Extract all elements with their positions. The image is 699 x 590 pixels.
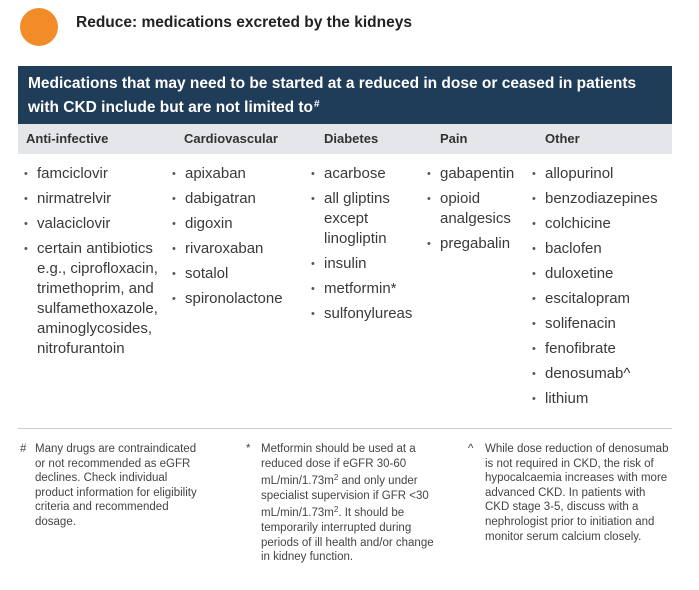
- footnote-text: Metformin should be used at a reduced dose if eGFR 30-60 $mL/\min/1.73m^2$ and only under specialist supervision if GFR <30 $mL/\min/1.73m^2$. It should be temporarily interrupted during periods of ill health and/or change in kidney function.: [261, 443, 434, 564]
- list-anti-infective: [24, 164, 176, 364]
- orange-circle-icon: [20, 8, 58, 46]
- list-item: • pregabalin: [427, 234, 529, 254]
- list-item: • all gliptins except linogliptin: [311, 189, 421, 249]
- list-item: • acarbose: [311, 164, 421, 184]
- list-item: • famciclovir: [24, 164, 176, 184]
- column-header-anti-infective: Anti-infective: [26, 131, 109, 146]
- column-header-other: Other: [545, 131, 580, 146]
- list-item: • sulfonylureas: [311, 304, 421, 324]
- list-item: • spironolactone: [172, 289, 312, 309]
- banner-text: Medications that may need to be started at a reduced in dose or ceased in patients with CKD include but are not limited to: [28, 75, 637, 116]
- column-header-cardiovascular: Cardiovascular: [184, 131, 278, 146]
- list-other: [532, 164, 672, 414]
- footnote-symbol: ^: [468, 443, 474, 455]
- column-header-diabetes: Diabetes: [324, 131, 379, 146]
- list-item: • opioid analgesics: [427, 189, 529, 229]
- list-item: • solifenacin: [532, 314, 672, 334]
- divider: [18, 428, 672, 429]
- list-item: • denosumab^: [532, 364, 672, 384]
- banner-marker: #: [314, 99, 320, 110]
- footnote-symbol: *: [246, 443, 251, 455]
- list-item: • metformin*: [311, 279, 421, 299]
- page-title: Reduce: medications excreted by the kidneys: [76, 14, 412, 31]
- list-item: • nirmatrelvir: [24, 189, 176, 209]
- footnote-symbol: #: [20, 443, 27, 455]
- list-item: • baclofen: [532, 239, 672, 259]
- list-item: • benzodiazepines: [532, 189, 672, 209]
- list-item: • digoxin: [172, 214, 312, 234]
- medications-banner: [18, 66, 672, 124]
- list-item: • valaciclovir: [24, 214, 176, 234]
- list-cardiovascular: [172, 164, 312, 314]
- list-item: • insulin: [311, 254, 421, 274]
- list-item: • gabapentin: [427, 164, 529, 184]
- list-item: • colchicine: [532, 214, 672, 234]
- list-diabetes: [311, 164, 421, 329]
- list-item: • escitalopram: [532, 289, 672, 309]
- list-item: • apixaban: [172, 164, 312, 184]
- list-item: • fenofibrate: [532, 339, 672, 359]
- list-item: • allopurinol: [532, 164, 672, 184]
- list-item: • certain antibiotics e.g., ciprofloxacin, trimethoprim, and sulfamethoxazole, aminoglycosides, nitrofurantoin: [24, 239, 176, 359]
- footnote-text: While dose reduction of denosumab is not required in CKD, the risk of hypocalcaemia increases with more advanced CKD. In patients with CKD stage 3-5, discuss with a nephrologist prior to initiation and monitor serum calcium closely.: [485, 443, 669, 543]
- column-header-pain: Pain: [440, 131, 468, 146]
- list-pain: [427, 164, 529, 259]
- list-item: • sotalol: [172, 264, 312, 284]
- list-item: • rivaroxaban: [172, 239, 312, 259]
- list-item: • duloxetine: [532, 264, 672, 284]
- list-item: • lithium: [532, 389, 672, 409]
- list-item: • dabigatran: [172, 189, 312, 209]
- footnote-text: Many drugs are contraindicated or not recommended as eGFR declines. Check individual product information for eligibility criteria and recommended dosage.: [35, 443, 197, 528]
